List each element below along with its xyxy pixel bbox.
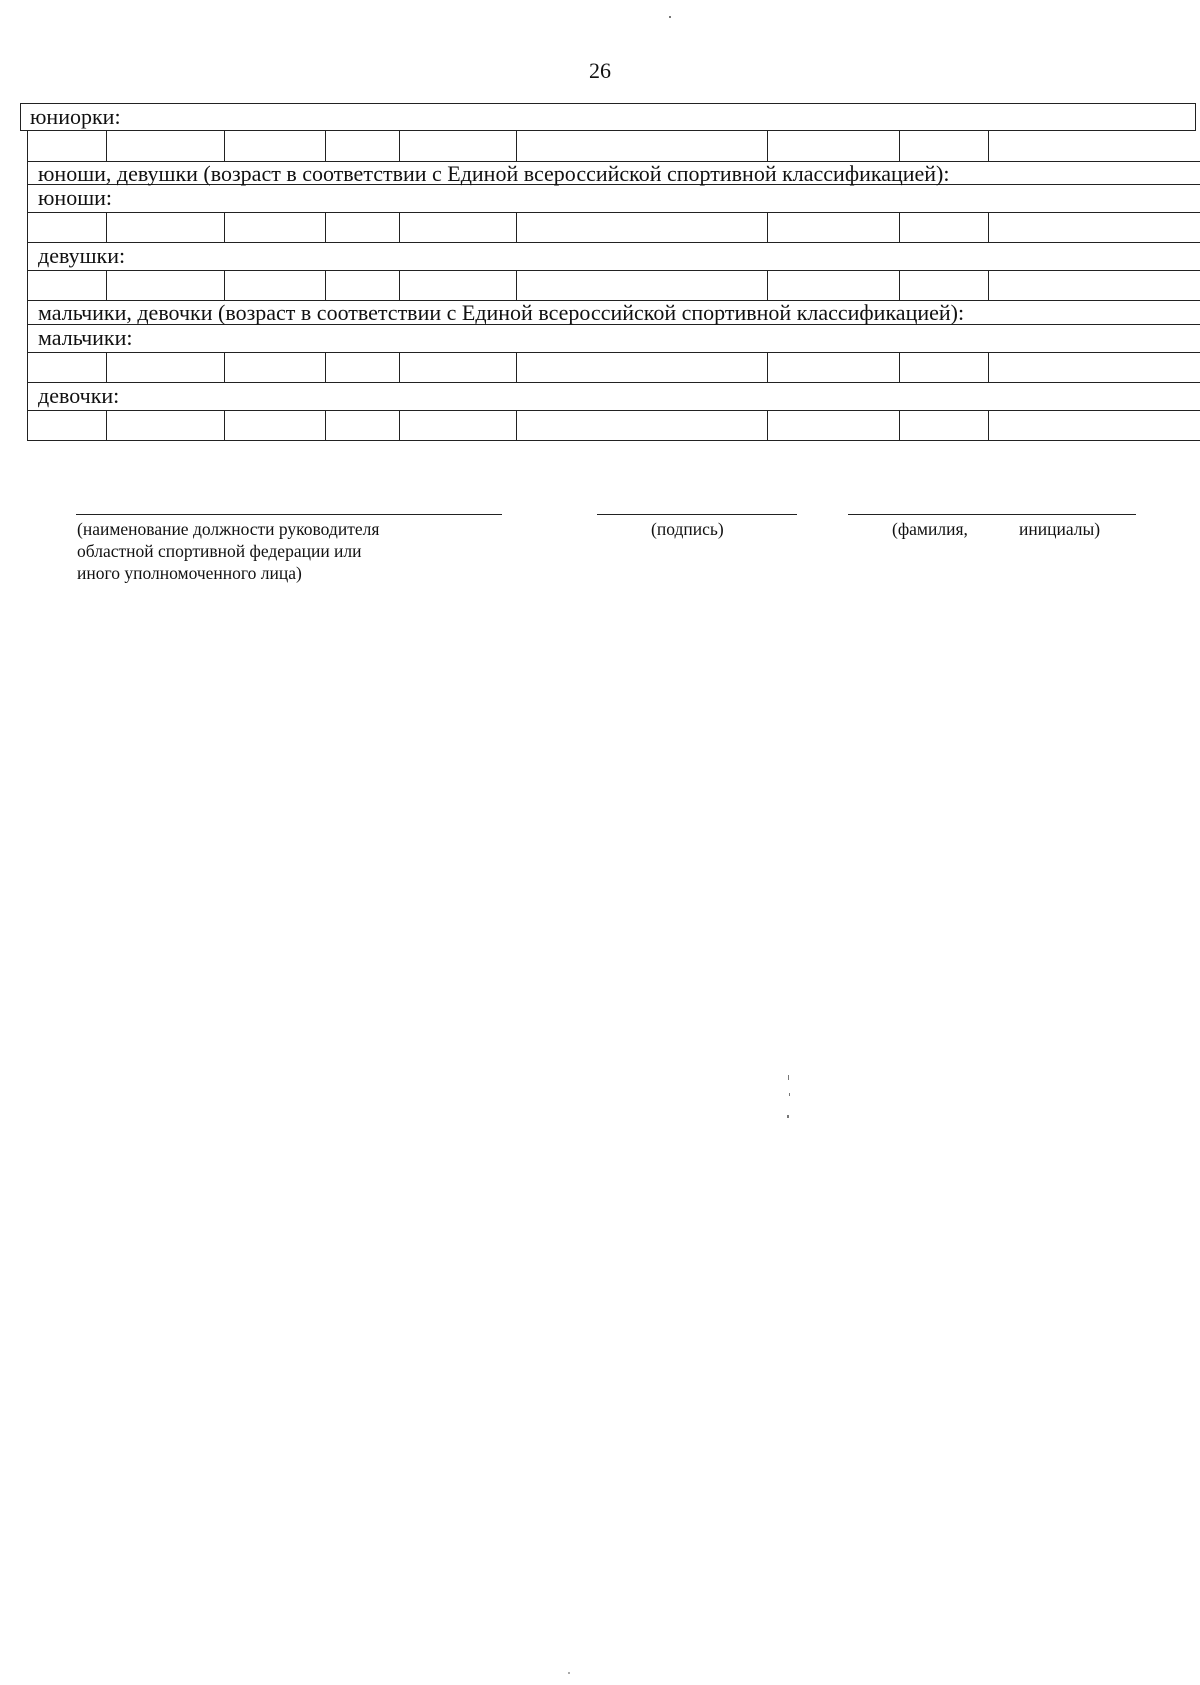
scan-artifact (789, 1093, 790, 1096)
table-cell[interactable] (400, 271, 517, 300)
table-cell[interactable] (517, 271, 768, 300)
section-heading-text: юноши: (38, 185, 113, 210)
table-cell[interactable] (225, 353, 326, 382)
position-signature-line[interactable] (76, 514, 502, 515)
table-cell[interactable] (900, 130, 989, 161)
table-cell[interactable] (326, 353, 400, 382)
section-heading-text: мальчики, девочки (возраст в соответствии с Единой всероссийской спортивной классификацией): (38, 300, 965, 325)
page-number: 26 (589, 58, 611, 83)
table-cell[interactable] (326, 130, 400, 161)
table-cell[interactable] (326, 213, 400, 242)
table-row[interactable] (27, 213, 1200, 243)
table-row[interactable] (27, 130, 1200, 162)
table-cell[interactable] (989, 411, 1200, 440)
table-cell[interactable] (400, 411, 517, 440)
table-cell[interactable] (400, 130, 517, 161)
table-cell[interactable] (768, 271, 900, 300)
position-caption: (наименование должности руководителя областной спортивной федерации или иного уполномоченного лица) (77, 519, 380, 583)
table-cell[interactable] (28, 353, 107, 382)
table-cell[interactable] (517, 353, 768, 382)
table-cell[interactable] (989, 130, 1200, 161)
table-cell[interactable] (400, 213, 517, 242)
table-cell[interactable] (28, 213, 107, 242)
section-heading-boys (27, 325, 1200, 353)
scan-artifact (787, 1115, 789, 1118)
table-cell[interactable] (107, 353, 225, 382)
section-heading-text: мальчики: (38, 325, 133, 350)
table-cell[interactable] (28, 271, 107, 300)
section-heading-youth (27, 162, 1200, 185)
table-row[interactable] (27, 411, 1200, 441)
scan-artifact (568, 1672, 570, 1674)
table-cell[interactable] (107, 271, 225, 300)
table-cell[interactable] (989, 271, 1200, 300)
signature-line[interactable] (597, 514, 797, 515)
table-cell[interactable] (28, 411, 107, 440)
table-row[interactable] (27, 353, 1200, 383)
table-cell[interactable] (989, 353, 1200, 382)
table-cell[interactable] (107, 130, 225, 161)
section-heading-girls-youth (27, 243, 1200, 271)
name-caption-surname: (фамилия, (892, 519, 968, 539)
table-cell[interactable] (225, 213, 326, 242)
table-cell[interactable] (326, 271, 400, 300)
table-cell[interactable] (900, 353, 989, 382)
scan-artifact (669, 16, 671, 18)
table-cell[interactable] (326, 411, 400, 440)
table-cell[interactable] (989, 213, 1200, 242)
table-cell[interactable] (768, 353, 900, 382)
table-cell[interactable] (768, 213, 900, 242)
section-heading-text: девушки: (38, 243, 126, 268)
table-cell[interactable] (28, 130, 107, 161)
scan-artifact (788, 1075, 789, 1080)
form-table (27, 103, 1200, 441)
signature-caption: (подпись) (651, 519, 724, 539)
section-heading-boys-youth (27, 185, 1200, 213)
table-cell[interactable] (517, 411, 768, 440)
table-cell[interactable] (900, 213, 989, 242)
table-cell[interactable] (400, 353, 517, 382)
table-cell[interactable] (900, 411, 989, 440)
table-cell[interactable] (768, 130, 900, 161)
section-heading-girls (27, 383, 1200, 411)
table-cell[interactable] (225, 271, 326, 300)
section-heading-text: девочки: (38, 383, 120, 408)
section-heading-children (27, 301, 1200, 325)
name-caption-initials: инициалы) (1019, 519, 1101, 539)
section-heading-text: юниорки: (30, 104, 121, 129)
table-cell[interactable] (517, 130, 768, 161)
section-heading-juniors-female (20, 103, 1196, 131)
table-row[interactable] (27, 271, 1200, 301)
table-cell[interactable] (517, 213, 768, 242)
section-heading-text: юноши, девушки (возраст в соответствии с Единой всероссийской спортивной классификацией): (38, 161, 950, 186)
table-cell[interactable] (107, 213, 225, 242)
table-cell[interactable] (225, 411, 326, 440)
name-signature-line[interactable] (848, 514, 1136, 515)
table-cell[interactable] (107, 411, 225, 440)
table-cell[interactable] (900, 271, 989, 300)
table-cell[interactable] (225, 130, 326, 161)
table-cell[interactable] (768, 411, 900, 440)
